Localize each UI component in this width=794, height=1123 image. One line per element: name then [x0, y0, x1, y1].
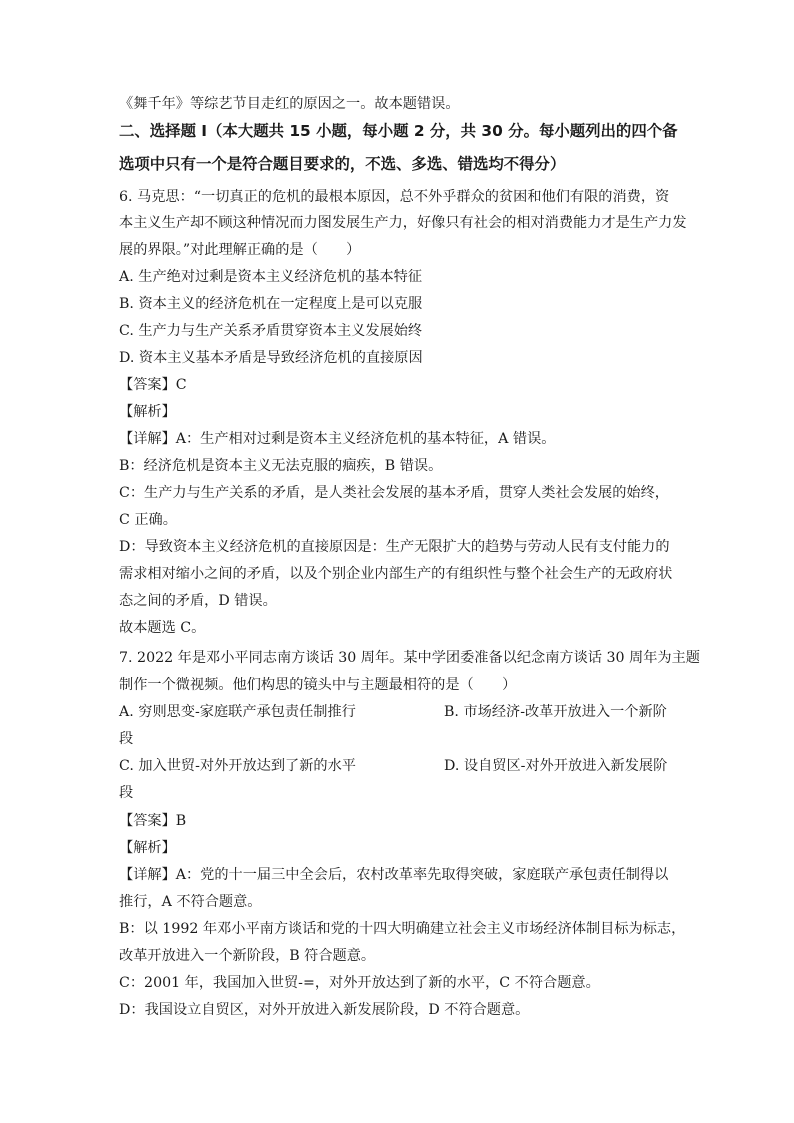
question-6-stem: 6. 马克思：“一切真正的危机的最根本原因，总不外乎群众的贫困和他们有限的消费，资 — [119, 189, 670, 205]
explanation-line: 【详解】A：生产相对过剩是资本主义经济危机的基本特征，A 错误。 — [119, 431, 556, 447]
section-heading: 二、选择题 I（本大题共 15 小题，每小题 2 分，共 30 分。每小题列出的四个备 — [119, 122, 678, 140]
explanation-line: 态之间的矛盾，D 错误。 — [119, 593, 277, 609]
section-heading: 选项中只有一个是符合题目要求的，不选、多选、错选均不得分） — [119, 155, 566, 173]
answer-line: 【答案】B — [119, 813, 187, 829]
question-6-stem: 本主义生产却不顾这种情况而力图发展生产力，好像只有社会的相对消费能力才是生产力发 — [119, 215, 687, 231]
answer-line: 【答案】C — [119, 377, 187, 393]
option-d: D. 设自贸区-对外开放进入新发展阶 — [444, 758, 668, 774]
option-c: C. 加入世贸-对外开放达到了新的水平 — [119, 758, 356, 774]
option-b: B. 市场经济-改革开放进入一个新阶 — [444, 704, 667, 720]
explanation-line: 需求相对缩小之间的矛盾，以及个别企业内部生产的有组织性与整个社会生产的无政府状 — [119, 566, 673, 582]
explanation-line: D：我国设立自贸区，对外开放进入新发展阶段，D 不符合题意。 — [119, 1002, 530, 1018]
explanation-line: 改革开放进入一个新阶段，B 符合题意。 — [119, 948, 376, 964]
option-b-continued: 段 — [119, 731, 134, 747]
analysis-heading: 【解析】 — [119, 840, 176, 856]
conclusion-line: 故本题选 C。 — [119, 620, 206, 636]
option-d: D. 资本主义基本矛盾是导致经济危机的直接原因 — [119, 350, 423, 366]
explanation-line: 推行，A 不符合题意。 — [119, 894, 262, 910]
text-line: 《舞千年》等综艺节目走红的原因之一。故本题错误。 — [119, 96, 460, 112]
option-b: B. 资本主义的经济危机在一定程度上是可以克服 — [119, 296, 423, 312]
option-c: C. 生产力与生产关系矛盾贯穿资本主义发展始终 — [119, 323, 423, 339]
question-6-stem: 展的界限。”对此理解正确的是（ ） — [119, 242, 361, 258]
explanation-line: C：2001 年，我国加入世贸-=，对外开放达到了新的水平，C 不符合题意。 — [119, 975, 600, 991]
analysis-heading: 【解析】 — [119, 404, 176, 420]
explanation-line: C 正确。 — [119, 512, 177, 528]
question-7-stem: 7. 2022 年是邓小平同志南方谈话 30 周年。某中学团委准备以纪念南方谈话 30 周年为主题 — [119, 650, 700, 666]
option-a: A. 穷则思变-家庭联产承包责任制推行 — [119, 704, 356, 720]
explanation-line: 【详解】A：党的十一届三中全会后，农村改革率先取得突破，家庭联产承包责任制得以 — [119, 867, 669, 883]
explanation-line: B：经济危机是资本主义无法克服的痼疾，B 错误。 — [119, 458, 443, 474]
explanation-line: C：生产力与生产关系的矛盾，是人类社会发展的基本矛盾，贯穿人类社会发展的始终， — [119, 485, 669, 501]
question-7-stem: 制作一个微视频。他们构思的镜头中与主题最相符的是（ ） — [119, 677, 517, 693]
explanation-line: B：以 1992 年邓小平南方谈话和党的十四大明确建立社会主义市场经济体制目标为标志， — [119, 921, 686, 937]
explanation-line: D：导致资本主义经济危机的直接原因是：生产无限扩大的趋势与劳动人民有支付能力的 — [119, 539, 670, 555]
option-a: A. 生产绝对过剩是资本主义经济危机的基本特征 — [119, 269, 423, 285]
option-d-continued: 段 — [119, 785, 134, 801]
